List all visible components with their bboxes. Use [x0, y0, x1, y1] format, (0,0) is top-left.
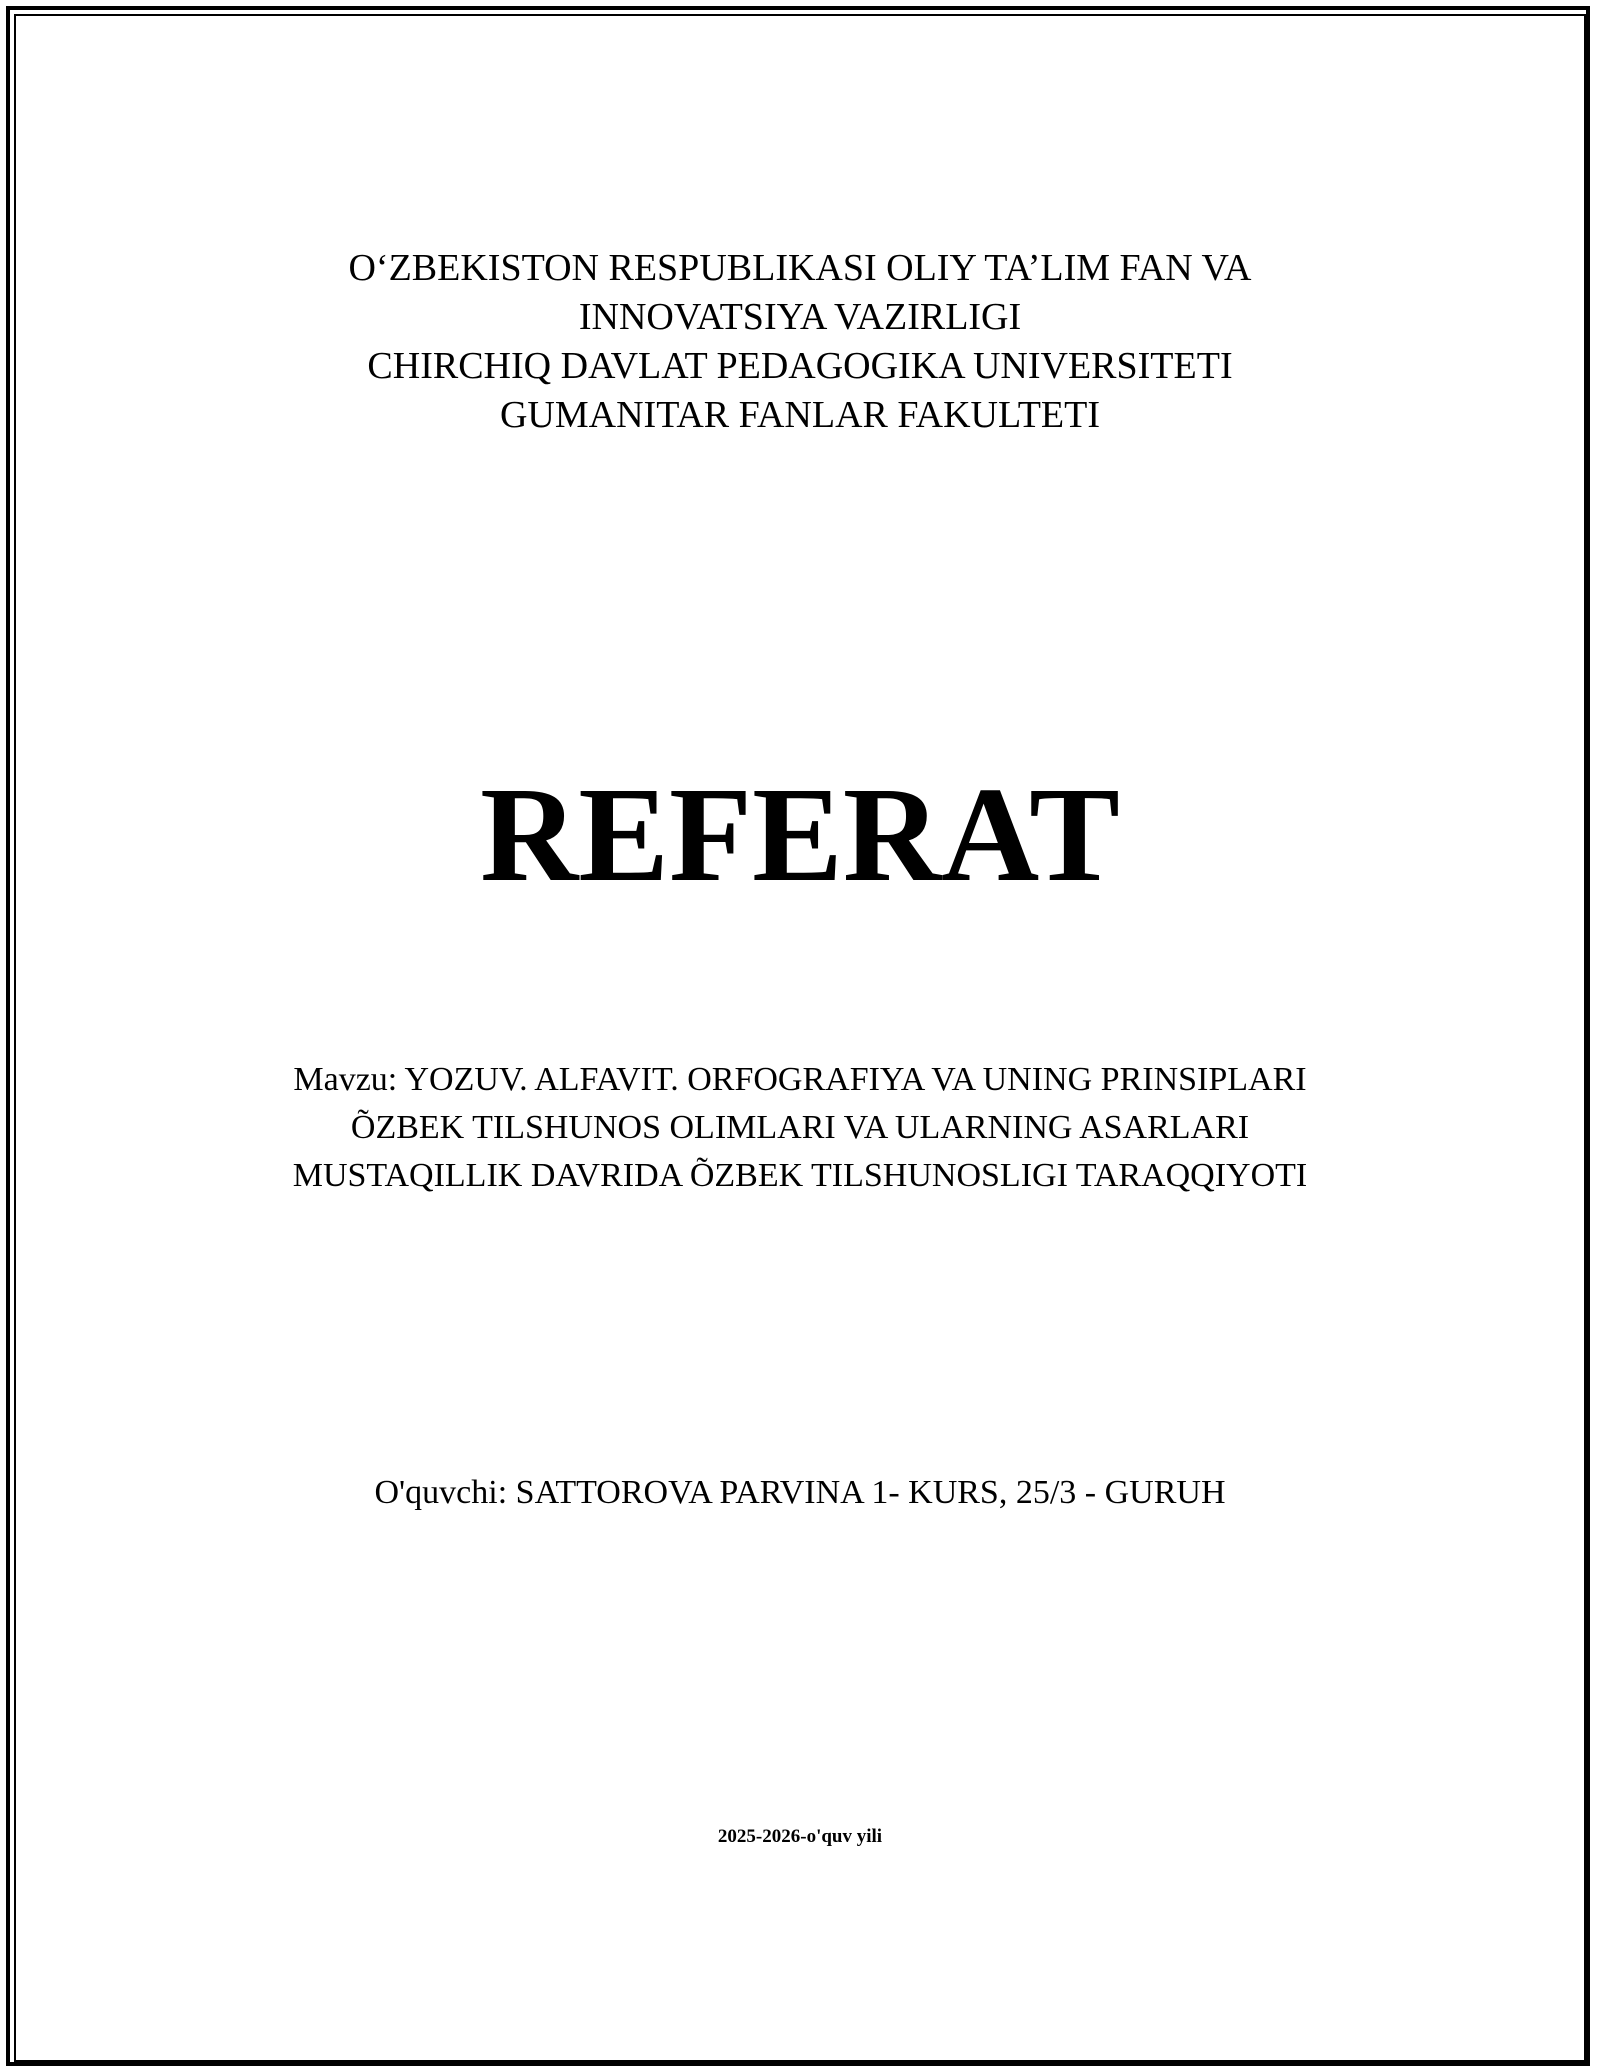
academic-year: 2025-2026-o'quv yili	[717, 1826, 883, 1847]
ministry-header	[0, 244, 1600, 440]
header-line-ministry: O‘ZBEKISTON RESPUBLIKASI OLIY TA’LIM FAN VA	[348, 247, 1252, 289]
document-title: REFERAT	[480, 760, 1120, 910]
topic-line-2: ÕZBEK TILSHUNOS OLIMLARI VA ULARNING ASARLARI	[350, 1109, 1250, 1146]
topic-block	[0, 1056, 1600, 1200]
header-line-ministry-cont: INNOVATSIYA VAZIRLIGI	[578, 296, 1022, 338]
topic-line-3: MUSTAQILLIK DAVRIDA ÕZBEK TILSHUNOSLIGI TARAQQIYOTI	[292, 1157, 1308, 1194]
header-line-faculty: GUMANITAR FANLAR FAKULTETI	[499, 394, 1101, 436]
topic-line-1: Mavzu: YOZUV. ALFAVIT. ORFOGRAFIYA VA UNING PRINSIPLARI	[293, 1061, 1307, 1098]
student-info: O'quvchi: SATTOROVA PARVINA 1- KURS, 25/3 - GURUH	[374, 1474, 1226, 1511]
header-line-university: CHIRCHIQ DAVLAT PEDAGOGIKA UNIVERSITETI	[367, 345, 1233, 387]
